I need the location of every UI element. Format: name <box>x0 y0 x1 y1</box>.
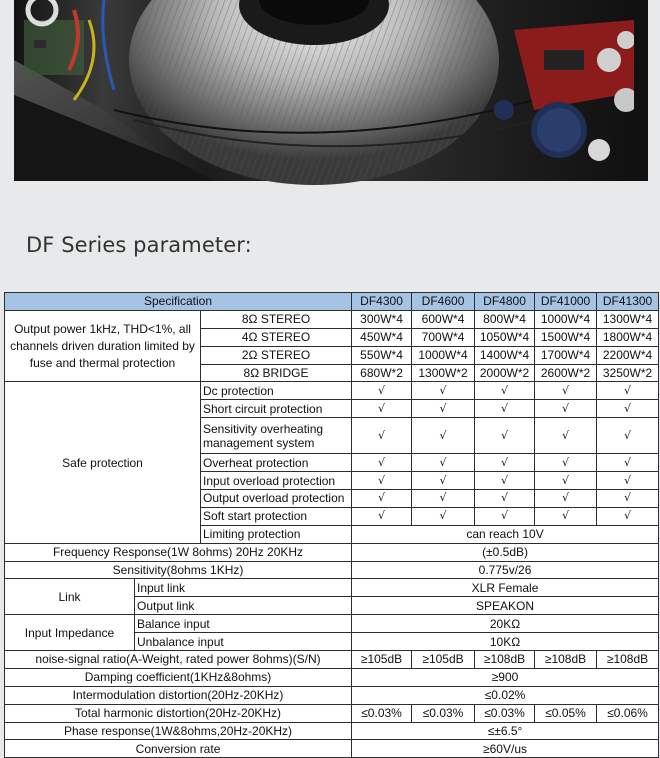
check-mark: √ <box>597 418 659 454</box>
protection-label: Short circuit protection <box>201 400 352 418</box>
table-row <box>5 668 659 686</box>
check-mark: √ <box>475 507 535 525</box>
imd-label: Intermodulation distortion(20Hz-20KHz) <box>5 686 352 704</box>
table-row <box>5 651 659 669</box>
power-value: 1000W*4 <box>535 310 597 328</box>
power-value: 2200W*4 <box>597 346 659 364</box>
check-mark: √ <box>597 507 659 525</box>
power-value: 450W*4 <box>352 328 412 346</box>
check-mark: √ <box>412 400 475 418</box>
model-header: DF41000 <box>535 293 597 311</box>
table-row <box>5 740 659 758</box>
thd-value: ≤0.03% <box>352 704 412 722</box>
check-mark: √ <box>352 382 412 400</box>
check-mark: √ <box>352 418 412 454</box>
link-name: Input link <box>135 579 352 597</box>
conversion-label: Conversion rate <box>5 740 352 758</box>
page-title: DF Series parameter: <box>26 233 252 257</box>
check-mark: √ <box>352 507 412 525</box>
phase-value: ≤±6.5° <box>352 722 659 740</box>
phase-label: Phase response(1W&8ohms,20Hz-20KHz) <box>5 722 352 740</box>
mode-label: 8Ω STEREO <box>201 310 352 328</box>
check-mark: √ <box>412 472 475 490</box>
power-value: 1700W*4 <box>535 346 597 364</box>
power-value: 680W*2 <box>352 364 412 382</box>
check-mark: √ <box>535 418 597 454</box>
check-mark: √ <box>475 472 535 490</box>
impedance-value: 10KΩ <box>352 633 659 651</box>
link-value: SPEAKON <box>352 597 659 615</box>
output-power-label: Output power 1kHz, THD<1%, all channels driven duration limited by fuse and thermal protection <box>5 310 201 382</box>
check-mark: √ <box>412 418 475 454</box>
check-mark: √ <box>352 490 412 508</box>
link-name: Output link <box>135 597 352 615</box>
protection-label: Sensitivity overheating management system <box>201 418 352 454</box>
thd-value: ≤0.05% <box>535 704 597 722</box>
snr-value: ≥108dB <box>597 651 659 669</box>
sensitivity-value: 0.775v/26 <box>352 561 659 579</box>
power-value: 1300W*2 <box>412 364 475 382</box>
limiting-value: can reach 10V <box>352 525 659 543</box>
check-mark: √ <box>535 472 597 490</box>
thd-label: Total harmonic distortion(20Hz-20KHz) <box>5 704 352 722</box>
snr-value: ≥108dB <box>535 651 597 669</box>
power-value: 300W*4 <box>352 310 412 328</box>
check-mark: √ <box>475 418 535 454</box>
model-header: DF4800 <box>475 293 535 311</box>
snr-value: ≥108dB <box>475 651 535 669</box>
table-row <box>5 722 659 740</box>
power-value: 3250W*2 <box>597 364 659 382</box>
link-label: Link <box>5 579 135 615</box>
table-row <box>5 310 659 328</box>
check-mark: √ <box>535 382 597 400</box>
protection-label: Dc protection <box>201 382 352 400</box>
link-value: XLR Female <box>352 579 659 597</box>
snr-value: ≥105dB <box>412 651 475 669</box>
check-mark: √ <box>597 454 659 472</box>
input-impedance-label: Input Impedance <box>5 615 135 651</box>
check-mark: √ <box>597 490 659 508</box>
check-mark: √ <box>475 454 535 472</box>
conversion-value: ≥60V/us <box>352 740 659 758</box>
mode-label: 4Ω STEREO <box>201 328 352 346</box>
power-value: 1300W*4 <box>597 310 659 328</box>
table-row <box>5 561 659 579</box>
check-mark: √ <box>412 507 475 525</box>
protection-label: Soft start protection <box>201 507 352 525</box>
power-value: 2000W*2 <box>475 364 535 382</box>
power-value: 550W*4 <box>352 346 412 364</box>
check-mark: √ <box>535 400 597 418</box>
power-value: 1050W*4 <box>475 328 535 346</box>
check-mark: √ <box>535 490 597 508</box>
protection-label: Output overload protection <box>201 490 352 508</box>
check-mark: √ <box>597 472 659 490</box>
impedance-name: Unbalance input <box>135 633 352 651</box>
power-value: 800W*4 <box>475 310 535 328</box>
check-mark: √ <box>475 490 535 508</box>
frequency-response-label: Frequency Response(1W 8ohms) 20Hz 20KHz <box>5 543 352 561</box>
check-mark: √ <box>475 400 535 418</box>
check-mark: √ <box>412 490 475 508</box>
protection-label: Input overload protection <box>201 472 352 490</box>
check-mark: √ <box>352 472 412 490</box>
spec-table <box>4 292 659 758</box>
model-header: DF4600 <box>412 293 475 311</box>
power-value: 2600W*2 <box>535 364 597 382</box>
damping-label: Damping coefficient(1KHz&8ohms) <box>5 668 352 686</box>
check-mark: √ <box>597 382 659 400</box>
check-mark: √ <box>475 382 535 400</box>
power-value: 600W*4 <box>412 310 475 328</box>
mode-label: 2Ω STEREO <box>201 346 352 364</box>
model-header: DF4300 <box>352 293 412 311</box>
check-mark: √ <box>412 454 475 472</box>
table-row <box>5 543 659 561</box>
impedance-value: 20KΩ <box>352 615 659 633</box>
table-header-row <box>5 293 659 311</box>
check-mark: √ <box>352 454 412 472</box>
thd-value: ≤0.03% <box>475 704 535 722</box>
mode-label: 8Ω BRIDGE <box>201 364 352 382</box>
impedance-name: Balance input <box>135 615 352 633</box>
power-value: 1400W*4 <box>475 346 535 364</box>
sensitivity-label: Sensitivity(8ohms 1KHz) <box>5 561 352 579</box>
check-mark: √ <box>597 400 659 418</box>
check-mark: √ <box>412 382 475 400</box>
power-value: 700W*4 <box>412 328 475 346</box>
protection-label: Limiting protection <box>201 525 352 543</box>
table-row <box>5 686 659 704</box>
model-header: DF41300 <box>597 293 659 311</box>
check-mark: √ <box>352 400 412 418</box>
snr-value: ≥105dB <box>352 651 412 669</box>
thd-value: ≤0.03% <box>412 704 475 722</box>
snr-label: noise-signal ratio(A-Weight, rated power 8ohms)(S/N) <box>5 651 352 669</box>
table-row <box>5 704 659 722</box>
check-mark: √ <box>535 454 597 472</box>
power-value: 1000W*4 <box>412 346 475 364</box>
amplifier-interior-photo <box>14 0 648 181</box>
safe-protection-label: Safe protection <box>5 382 201 543</box>
table-row <box>5 579 659 597</box>
power-value: 1500W*4 <box>535 328 597 346</box>
imd-value: ≤0.02% <box>352 686 659 704</box>
table-row <box>5 382 659 400</box>
damping-value: ≥900 <box>352 668 659 686</box>
power-value: 1800W*4 <box>597 328 659 346</box>
check-mark: √ <box>535 507 597 525</box>
thd-value: ≤0.06% <box>597 704 659 722</box>
protection-label: Overheat protection <box>201 454 352 472</box>
spec-header: Specification <box>5 293 352 311</box>
frequency-response-value: (±0.5dB) <box>352 543 659 561</box>
table-row <box>5 615 659 633</box>
